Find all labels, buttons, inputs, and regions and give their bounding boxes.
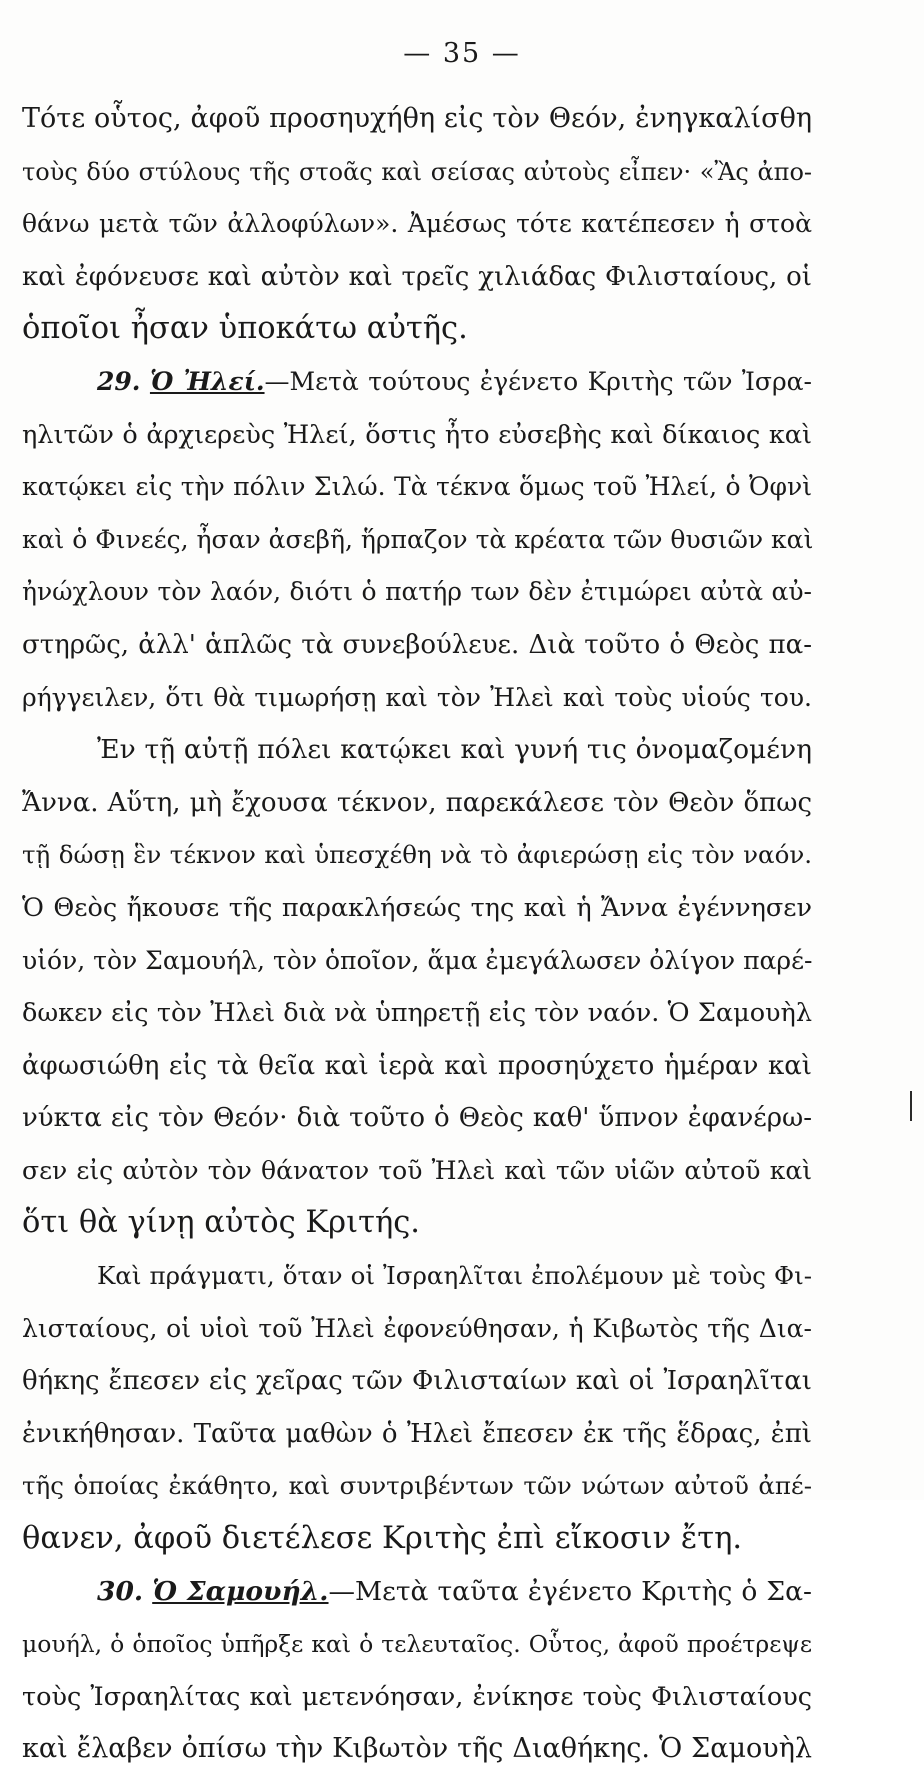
text-line: μουήλ, ὁ ὁποῖος ὑπῆρξε καὶ ὁ τελευταῖος. Οὗτος, ἀφοῦ προέτρεψε bbox=[22, 1630, 812, 1659]
text-line: ηλιτῶν ὁ ἀρχιερεὺς Ἠλεί, ὅστις ἦτο εὐσεβὴς καὶ δίκαιος καὶ bbox=[22, 419, 812, 450]
text-line: θανεν, ἀφοῦ διετέλεσε Κριτὴς ἐπὶ εἴκοσιν ἔτη. bbox=[22, 1521, 743, 1557]
text-line: θάνω μετὰ τῶν ἀλλοφύλων». Ἀμέσως τότε κατέπεσεν ἡ στοὰ bbox=[22, 209, 812, 239]
text-line: σεν εἰς αὐτὸν τὸν θάνατον τοῦ Ἠλεὶ καὶ τῶν υἱῶν αὐτοῦ καὶ bbox=[22, 1155, 812, 1185]
margin-mark bbox=[910, 1091, 912, 1121]
text-line: τοὺς δύο στύλους τῆς στοᾶς καὶ σείσας αὐτοὺς εἶπεν· «Ἂς ἀπο- bbox=[22, 157, 812, 186]
section-title: Ὁ Σαμουήλ. bbox=[152, 1575, 329, 1607]
text-line: Τότε οὗτος, ἀφοῦ προσηυχήθη εἰς τὸν Θεόν, ἐνηγκαλίσθη bbox=[22, 103, 812, 134]
text-line: ὅτι θὰ γίνῃ αὐτὸς Κριτής. bbox=[22, 1205, 420, 1241]
text-line: ρήγγειλεν, ὅτι θὰ τιμωρήσῃ καὶ τὸν Ἠλεὶ καὶ τοὺς υἱούς του. bbox=[22, 682, 812, 712]
section-text: —Μετὰ ταῦτα ἐγένετο Κριτὴς ὁ Σα- bbox=[328, 1575, 812, 1607]
text-line: λισταίους, οἱ υἱοὶ τοῦ Ἠλεὶ ἐφονεύθησαν, ἡ Κιβωτὸς τῆς Δια- bbox=[22, 1313, 812, 1343]
text-line: ἠνώχλουν τὸν λαόν, διότι ὁ πατήρ των δὲν ἐτιμώρει αὐτὰ αὐ- bbox=[22, 577, 812, 607]
text-line: καὶ ἔλαβεν ὀπίσω τὴν Κιβωτὸν τῆς Διαθήκης. Ὁ Σαμουὴλ bbox=[22, 1733, 812, 1765]
text-line: Ἄννα. Αὕτη, μὴ ἔχουσα τέκνον, παρεκάλεσε τὸν Θεὸν ὅπως bbox=[22, 787, 812, 818]
section-heading-line bbox=[22, 356, 812, 409]
text-line: ὁποῖοι ἦσαν ὑποκάτω αὐτῆς. bbox=[22, 311, 468, 347]
section-number: 30. bbox=[97, 1575, 144, 1607]
text-line: κατῴκει εἰς τὴν πόλιν Σιλώ. Τὰ τέκνα ὅμως τοῦ Ἠλεί, ὁ Ὀφνὶ bbox=[22, 472, 812, 502]
text-line: ἐνικήθησαν. Ταῦτα μαθὼν ὁ Ἠλεὶ ἔπεσεν ἐκ τῆς ἕδρας, ἐπὶ bbox=[22, 1418, 812, 1449]
text-line: Καὶ πράγματι, ὅταν οἱ Ἰσραηλῖται ἐπολέμουν μὲ τοὺς Φι- bbox=[97, 1261, 812, 1291]
text-line: δωκεν εἰς τὸν Ἠλεὶ διὰ νὰ ὑπηρετῇ εἰς τὸν ναόν. Ὁ Σαμουὴλ bbox=[22, 998, 812, 1029]
page-number: — 35 — bbox=[403, 38, 521, 69]
section-number: 29. bbox=[97, 366, 141, 396]
section-text: —Μετὰ τούτους ἐγένετο Κριτὴς τῶν Ἰσρα- bbox=[264, 366, 812, 396]
section-title: Ὁ Ἠλεί. bbox=[149, 366, 265, 396]
text-line: νύκτα εἰς τὸν Θεόν· διὰ τοῦτο ὁ Θεὸς καθ' ὕπνον ἐφανέρω- bbox=[22, 1103, 812, 1134]
text-line: Ἐν τῇ αὐτῇ πόλει κατῴκει καὶ γυνή τις ὀνομαζομένη bbox=[97, 734, 812, 766]
section-heading-line bbox=[22, 1566, 812, 1619]
text-line: καὶ ὁ Φινεές, ἦσαν ἀσεβῆ, ἥρπαζον τὰ κρέατα τῶν θυσιῶν καὶ bbox=[22, 524, 814, 554]
text-line: τοὺς Ἰσραηλίτας καὶ μετενόησαν, ἐνίκησε τοὺς Φιλισταίους bbox=[22, 1681, 812, 1712]
text-line: καὶ ἐφόνευσε καὶ αὐτὸν καὶ τρεῖς χιλιάδας Φιλισταίους, οἱ bbox=[22, 261, 812, 292]
text-line: τῆς ὁποίας ἐκάθητο, καὶ συντριβέντων τῶν νώτων αὐτοῦ ἀπέ- bbox=[22, 1471, 812, 1501]
text-line: στηρῶς, ἀλλ' ἁπλῶς τὰ συνεβούλευε. Διὰ τοῦτο ὁ Θεὸς πα- bbox=[22, 629, 812, 660]
text-line: Ὁ Θεὸς ἤκουσε τῆς παρακλήσεώς της καὶ ἡ Ἄννα ἐγέννησεν bbox=[22, 892, 812, 923]
text-line: τῇ δώσῃ ἓν τέκνον καὶ ὑπεσχέθη νὰ τὸ ἀφιερώσῃ εἰς τὸν ναόν. bbox=[22, 840, 812, 870]
body-text bbox=[22, 93, 812, 1776]
text-line: ἀφωσιώθη εἰς τὰ θεῖα καὶ ἱερὰ καὶ προσηύχετο ἡμέραν καὶ bbox=[22, 1050, 812, 1081]
text-line: υἱόν, τὸν Σαμουήλ, τὸν ὁποῖον, ἅμα ἐμεγάλωσεν ὀλίγον παρέ- bbox=[22, 945, 813, 975]
text-line: θήκης ἔπεσεν εἰς χεῖρας τῶν Φιλισταίων καὶ οἱ Ἰσραηλῖται bbox=[22, 1366, 812, 1397]
